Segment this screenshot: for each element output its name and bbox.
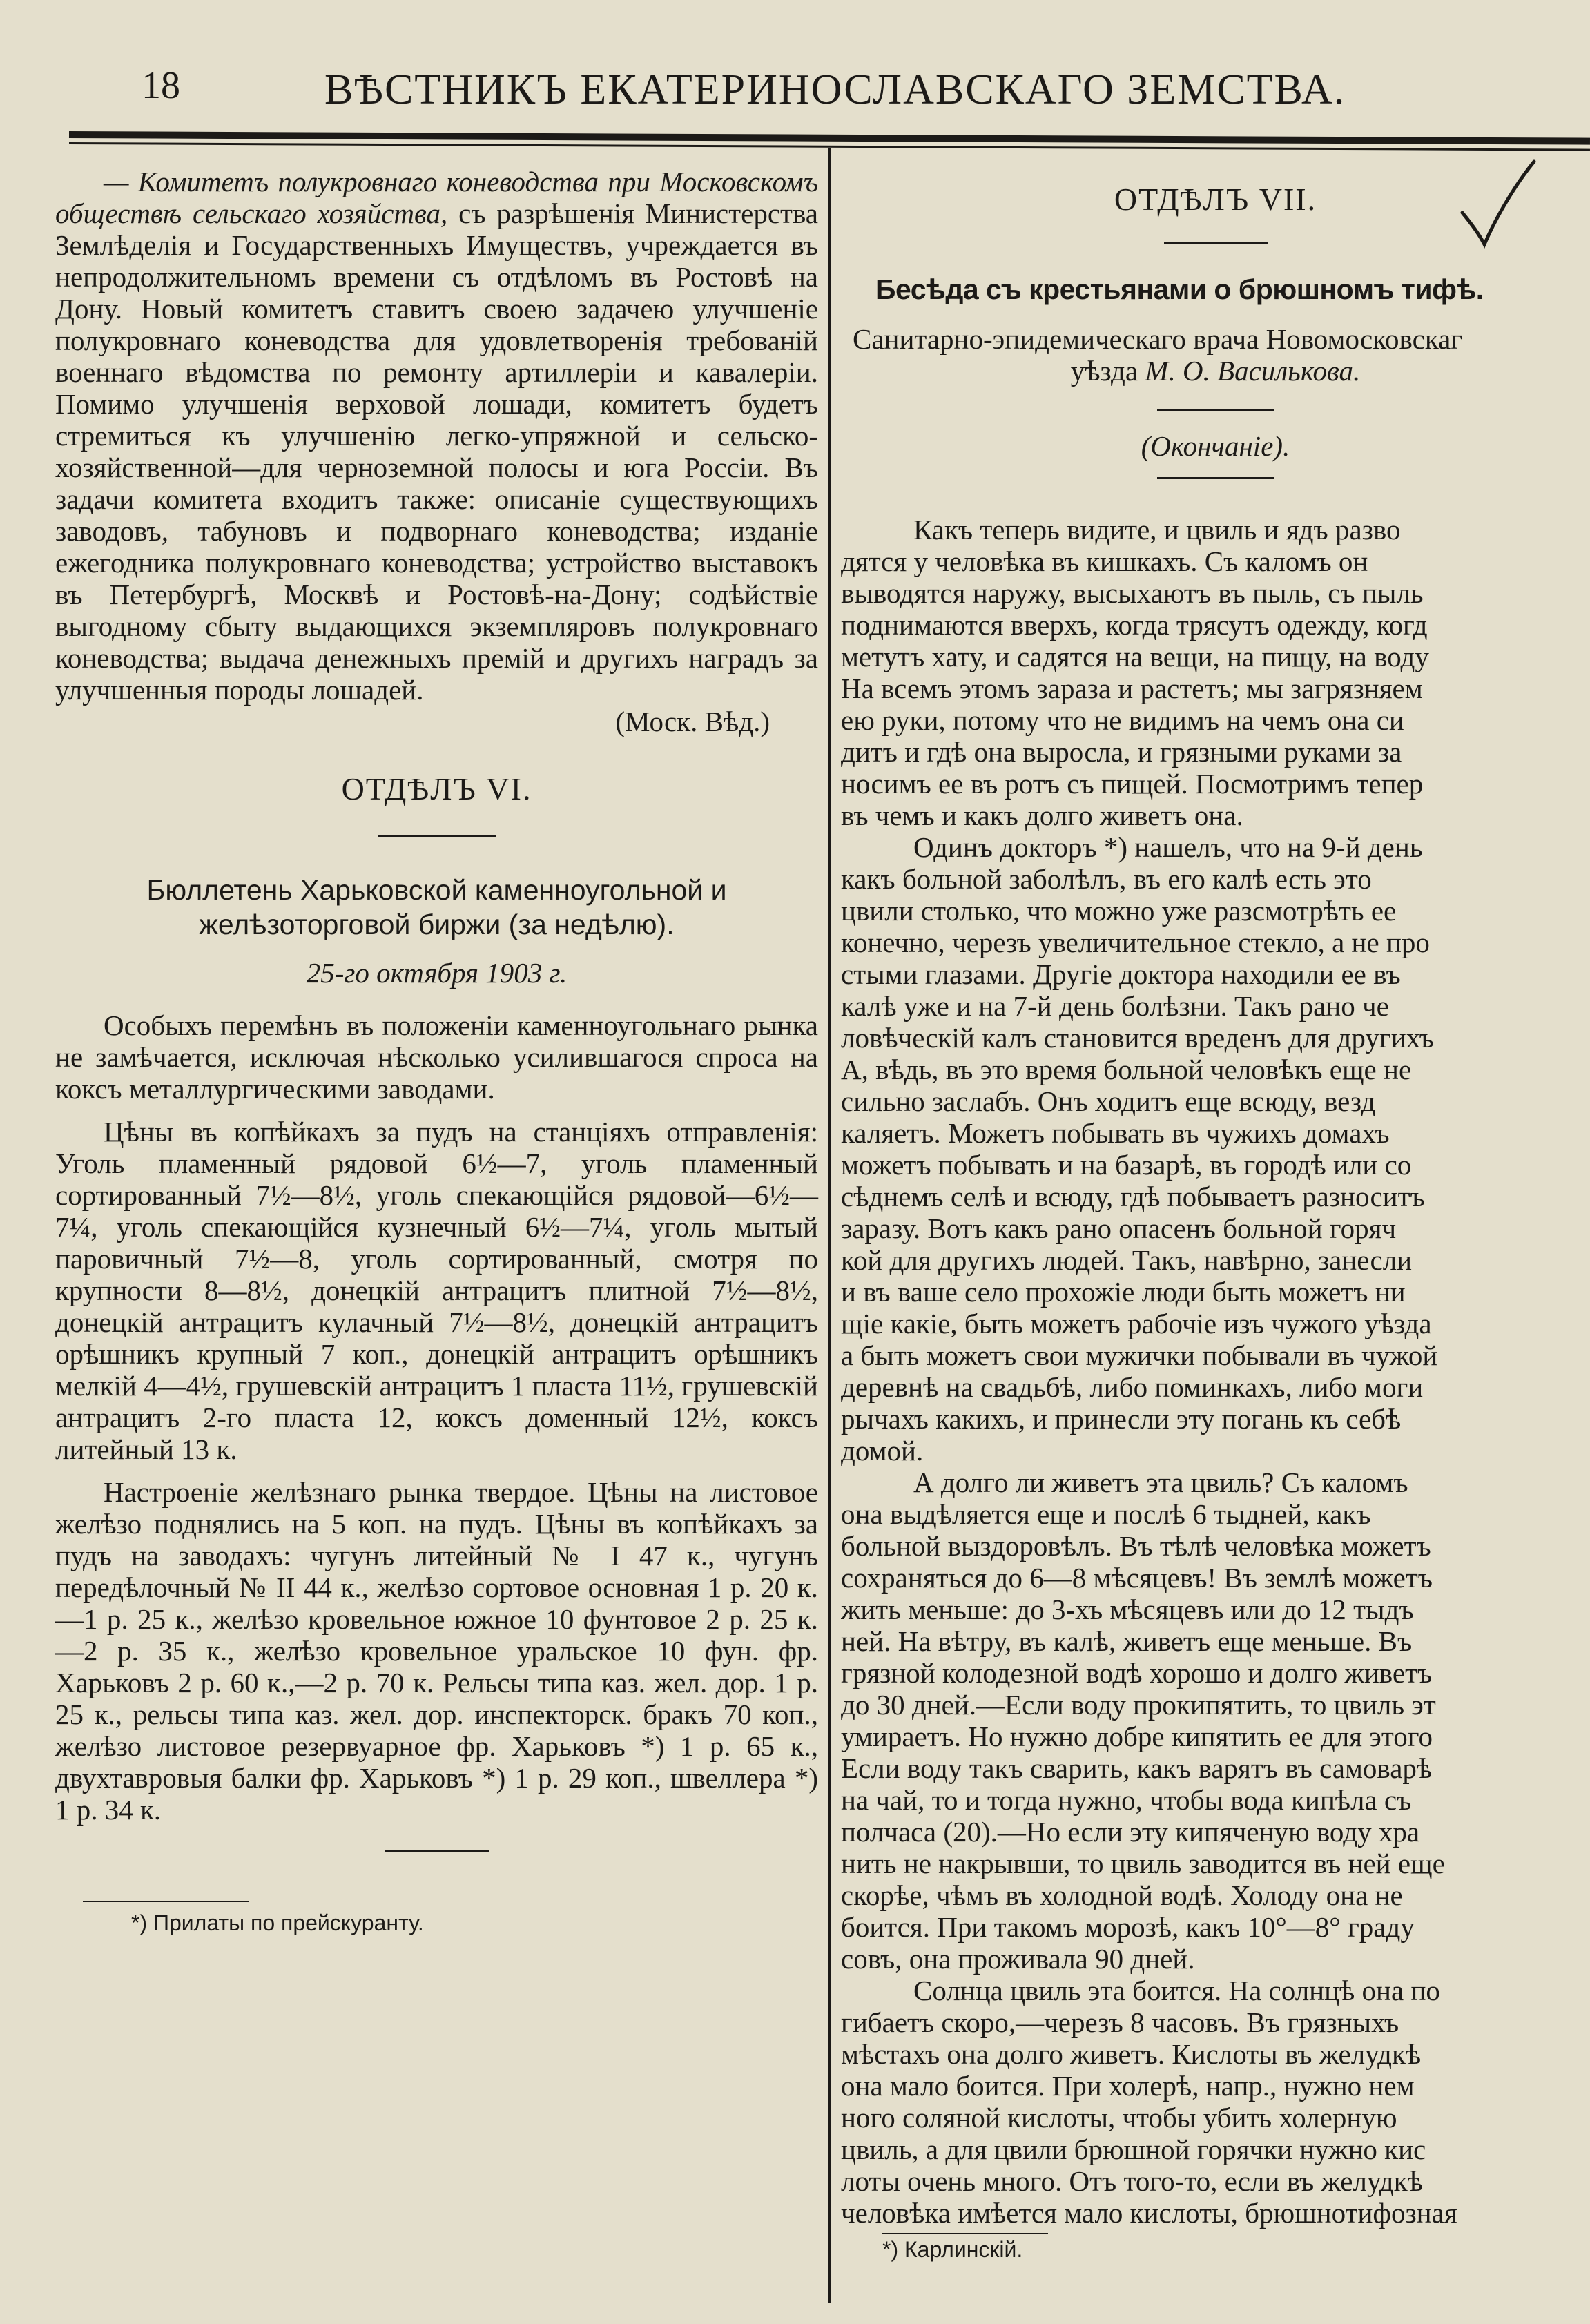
- talk-line: каляетъ. Можетъ побывать въ чужихъ домахъ: [841, 1117, 1390, 1149]
- talk-line: калѣ уже и на 7-й день болѣзни. Такъ рано че: [841, 990, 1389, 1022]
- talk-line: а быть можетъ свои мужички побывали въ чужой: [841, 1339, 1438, 1371]
- bulletin-title: Бюллетень Харьковской каменноугольной и желѣзоторговой биржи (за недѣлю).: [146, 874, 727, 940]
- talk-line: дитъ и гдѣ она выросла, и грязными руками за: [841, 736, 1402, 768]
- committee-lead: — Комитетъ полукровнаго коневодства при Московскомъ обществѣ сельскаго хозяйства,: [55, 166, 818, 229]
- talk-line: цвили столько, что можно уже разсмотрѣть ее: [841, 895, 1397, 927]
- talk-line: умираетъ. Но нужно добре кипятить ее для этого: [841, 1721, 1433, 1752]
- byline-line1: Санитарно-эпидемическаго врача Новомосковскаг: [853, 323, 1463, 355]
- talk-line: носимъ ее въ ротъ съ пищей. Посмотримъ тепер: [841, 768, 1424, 800]
- byline-author: М. О. Василькова.: [1145, 355, 1361, 387]
- talk-line: ею руки, потому что не видимъ на чемъ она си: [841, 704, 1404, 736]
- section-7-heading: ОТДѢЛЪ VII.: [1114, 182, 1317, 217]
- left-column: [55, 166, 818, 1936]
- bulletin-date: 25-го октября 1903 г.: [306, 957, 568, 989]
- talk-paragraph-3: [841, 1466, 1590, 1975]
- column-divider: [828, 148, 831, 2303]
- talk-line: лоты очень много. Отъ того-то, если въ желудкѣ: [841, 2165, 1423, 2197]
- talk-line: Какъ теперь видите, и цвиль и ядъ разво: [913, 514, 1401, 545]
- bulletin-paragraph: Цѣны въ копѣйкахъ за пудъ на станціяхъ отправленія: Уголь пламенный рядовой 6½—7, уголь пламенный сортированный 7½—8½, уголь спекающійся рядовой—6½—7¼, уголь спекающійся кузнечный 6½—7¼, уголь мытый паровичный 7½—8, уголь сортированный, смотря по крупности 8—8½, донецкій антрацитъ плитной 7½—8½, донецкій антрацитъ кулачный 7½—8½, донецкій антрацитъ орѣшникъ крупный 7 коп., донецкій антрацитъ орѣшникъ мелкій 4—4½, грушевскій антрацитъ 1 пласта 11½, грушевскій антрацитъ 2-го пласта 12, коксъ доменный 12½, коксъ литейный 13 к.: [55, 1116, 818, 1465]
- talk-line: мѣстахъ она долго живетъ. Кислоты въ желудкѣ: [841, 2038, 1422, 2070]
- talk-line: Солнца цвиль эта боится. На солнцѣ она по: [913, 1975, 1440, 2006]
- right-footnote-rule: [882, 2233, 1048, 2234]
- talk-line: дятся у человѣка въ кишкахъ. Съ каломъ он: [841, 545, 1368, 577]
- talk-line: можетъ побывать и на базарѣ, въ городѣ или со: [841, 1149, 1412, 1181]
- talk-line: до 30 дней.—Если воду прокипятить, то цвиль эт: [841, 1689, 1436, 1721]
- bulletin-paragraph: Особыхъ перемѣнъ въ положеніи каменноугольнаго рынка не замѣчается, исключая нѣсколько усилившагося спроса на коксъ металлургическими заводами.: [55, 1009, 818, 1105]
- talk-line: полчаса (20).—Но если эту кипяченую воду хра: [841, 1816, 1420, 1848]
- talk-line: кой для другихъ людей. Такъ, навѣрно, занесли: [841, 1244, 1413, 1276]
- talk-paragraph-2: [841, 831, 1590, 1466]
- talk-line: нить не накрывши, то цвиль заводится въ ней еще: [841, 1848, 1445, 1879]
- right-column: [841, 159, 1590, 2316]
- talk-line: На всемъ этомъ зараза и растетъ; мы загрязняем: [841, 672, 1423, 704]
- talk-line: больной выздоровѣлъ. Въ тѣлѣ человѣка можетъ: [841, 1530, 1431, 1562]
- talk-line: конечно, черезъ увеличительное стекло, а не про: [841, 927, 1430, 958]
- talk-line: ловѣческій калъ становится вреденъ для другихъ: [841, 1022, 1434, 1054]
- talk-line: цвиль, а для цвили брюшной горячки нужно кис: [841, 2133, 1426, 2165]
- talk-line: А долго ли живетъ эта цвиль? Съ каломъ: [913, 1466, 1408, 1498]
- talk-paragraph-1: [841, 514, 1590, 831]
- talk-title: Бесѣда съ крестьянами о брюшномъ тифѣ.: [875, 273, 1484, 305]
- talk-line: жить меньше: до 3-хъ мѣсяцевъ или до 12 тыдъ: [841, 1594, 1414, 1625]
- talk-line: деревнѣ на свадьбѣ, либо поминкахъ, либо моги: [841, 1371, 1424, 1403]
- talk-line: поднимаются вверхъ, когда трясутъ одежду, когд: [841, 609, 1428, 641]
- talk-line: Если воду такъ сварить, какъ варятъ въ самоварѣ: [841, 1752, 1433, 1784]
- talk-line: выводятся наружу, высыхаютъ въ пыль, съ пыль: [841, 577, 1424, 609]
- talk-line: щіе какіе, быть можетъ рабочіе изъ чужого уѣзда: [841, 1308, 1432, 1339]
- right-footnote: *) Карлинскій.: [882, 2237, 1023, 2262]
- talk-line: она выдѣляется еще и послѣ 6 тыдней, какъ: [841, 1498, 1371, 1530]
- talk-paragraph-4: [841, 1975, 1590, 2229]
- talk-line: заразу. Вотъ какъ рано опасенъ больной горяч: [841, 1212, 1397, 1244]
- talk-line: домой.: [841, 1435, 924, 1466]
- talk-line: совъ, она проживала 90 дней.: [841, 1943, 1195, 1975]
- committee-text: съ разрѣшенія Министерства Землѣделія и Государственныхъ Имуществъ, учреждается въ непродолжительномъ времени съ отдѣломъ въ Ростовѣ на Дону. Новый комитетъ ставитъ своею задачею улучшеніе полукровнаго коневодства для удовлетворенія требованій военнаго вѣдомства по ремонту артиллеріи и кавалеріи. Помимо улучшенія верховой лошади, комитетъ будетъ стремиться къ улучшенію легко-упряжной и сельско-хозяйственной—для черноземной полосы и юга Россіи. Въ задачи комитета входитъ также: описаніе существующихъ заводовъ, табуновъ и подворнаго коневодства; изданіе ежегодника полукровнаго коневодства; устройство выставокъ въ Петербургѣ, Москвѣ и Ростовѣ-на-Дону; содѣйствіе выгодному сбыту выдающихся экземпляровъ полукровнаго коневодства; выдача денежныхъ премій и другихъ наградъ за улучшенныя породы лошадей.: [55, 197, 818, 706]
- talk-line: стыми глазами. Другіе доктора находили ее въ: [841, 958, 1401, 990]
- byline-line2: [841, 355, 1590, 387]
- committee-source: (Моск. Вѣд.): [615, 706, 770, 737]
- bulletin-paragraph: Настроеніе желѣзнаго рынка твердое. Цѣны на листовое желѣзо поднялись на 5 коп. на пудъ. Цѣны въ копѣйкахъ за пудъ на заводахъ: чугунъ литейный № I 47 к., чугунъ передѣлочный № II 44 к., желѣзо сортовое основная 1 р. 20 к.—1 р. 25 к., желѣзо кровельное южное 10 фунтовое 2 р. 25 к.—2 р. 35 к., желѣзо кровельное уральское 10 фун. фр. Харьковъ 2 р. 60 к.,—2 р. 70 к. Рельсы типа каз. жел. дор. 1 р. 25 к., рельсы типа каз. жел. дор. инспекторск. бракъ 70 коп., желѣзо листовое резервуарное фр. Харьковъ *) 1 р. 65 к., двухтавровыя балки фр. Харьковъ *) 1 р. 29 коп., швеллера *) 1 р. 34 к.: [55, 1476, 818, 1826]
- talk-line: боится. При такомъ морозѣ, какъ 10°—8° граду: [841, 1911, 1415, 1943]
- talk-line: метутъ хату, и садятся на вещи, на пищу, на воду: [841, 641, 1429, 672]
- talk-line: гибаетъ скоро,—черезъ 8 часовъ. Въ грязныхъ: [841, 2006, 1399, 2038]
- talk-line: ней. На вѣтру, въ калѣ, живетъ еще меньше. Въ: [841, 1625, 1413, 1657]
- talk-line: грязной колодезной водѣ хорошо и долго живетъ: [841, 1657, 1433, 1689]
- left-footnote: *) Прилаты по прейскуранту.: [131, 1910, 424, 1935]
- talk-line: сѣднемъ селѣ и всюду, гдѣ побываетъ разноситъ: [841, 1181, 1425, 1212]
- section-6-heading: ОТДѢЛЪ VI.: [341, 771, 532, 806]
- talk-line: въ чемъ и какъ долго живетъ она.: [841, 800, 1243, 831]
- talk-line: человѣка имѣется мало кислоты, брюшнотифозная: [841, 2197, 1457, 2229]
- byline-district: уѣзда: [1070, 355, 1138, 387]
- page-number: 18: [142, 64, 180, 107]
- talk-line: Одинъ докторъ *) нашелъ, что на 9-й день: [913, 831, 1423, 863]
- talk-line: ного соляной кислоты, чтобы убить холерную: [841, 2102, 1397, 2133]
- committee-article: [55, 166, 818, 706]
- talk-line: А, вѣдь, въ это время больной человѣкъ еще не: [841, 1054, 1412, 1085]
- talk-line: сильно заслабъ. Онъ ходитъ еще всюду, везд: [841, 1085, 1376, 1117]
- talk-line: какъ больной заболѣлъ, въ его калѣ есть это: [841, 863, 1372, 895]
- talk-line: и въ ваше село прохожіе люди быть можетъ ни: [841, 1276, 1406, 1308]
- talk-line: сохраняться до 6—8 мѣсяцевъ! Въ землѣ можетъ: [841, 1562, 1433, 1594]
- talk-line: она мало боится. При холерѣ, напр., нужно нем: [841, 2070, 1415, 2102]
- talk-line: на чай, то и тогда нужно, чтобы вода кипѣла съ: [841, 1784, 1412, 1816]
- running-title: ВѢСТНИКЪ ЕКАТЕРИНОСЛАВСКАГО ЗЕМСТВА.: [324, 66, 1346, 113]
- ending-note: (Окончаніе).: [1141, 430, 1290, 462]
- talk-line: скорѣе, чѣмъ въ холодной водѣ. Холоду она не: [841, 1879, 1403, 1911]
- talk-line: рычахъ какихъ, и принесли эту погань къ себѣ: [841, 1403, 1402, 1435]
